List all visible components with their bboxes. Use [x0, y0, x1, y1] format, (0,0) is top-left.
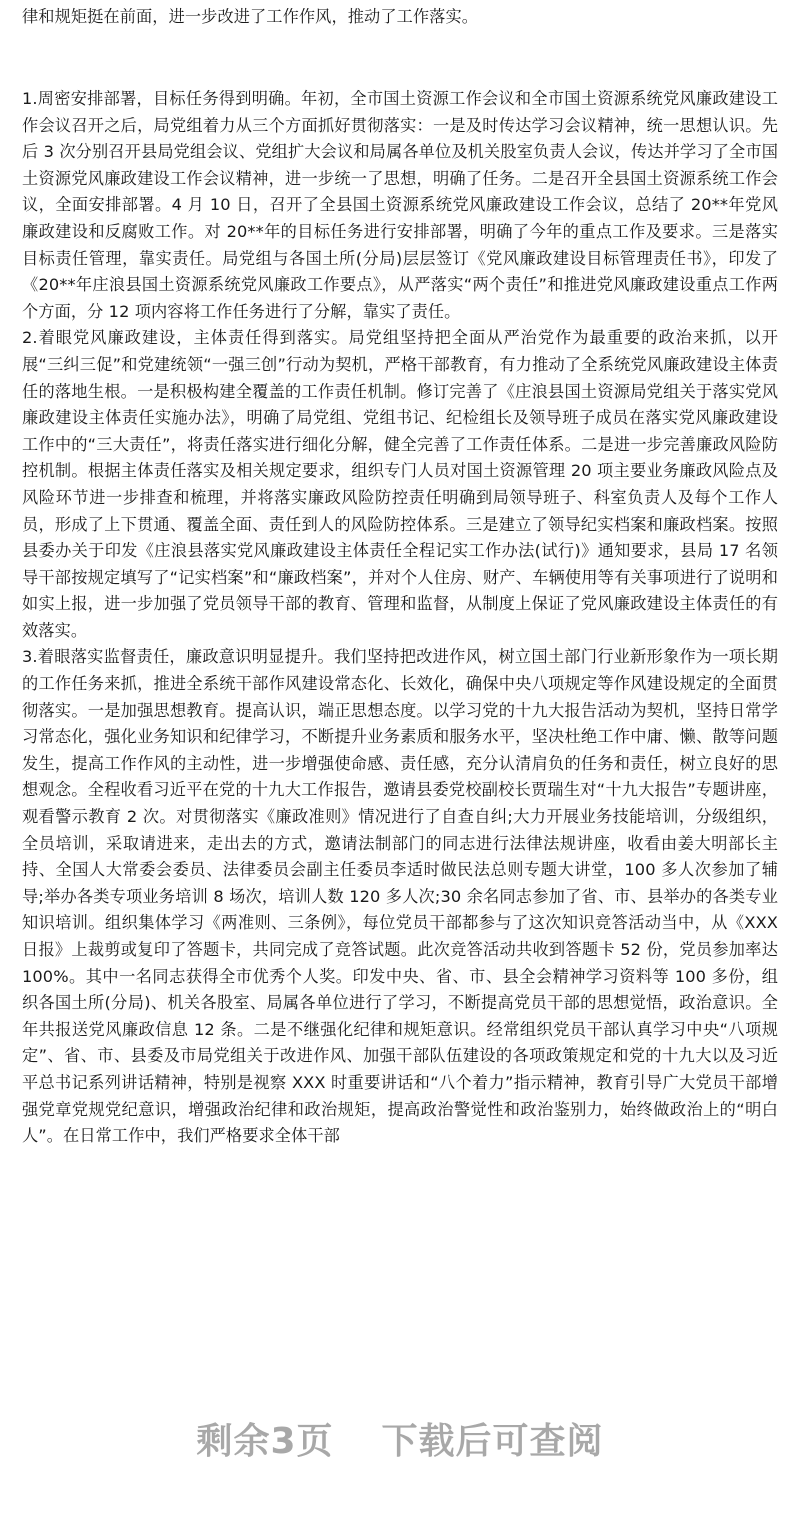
section-3-paragraph: 3.着眼落实监督责任，廉政意识明显提升。我们坚持把改进作风，树立国土部门行业新形象作为一项长期的工作任务来抓，推进全系统干部作风建设常态化、长效化，确保中央八项规定等作风建设规定的全面贯彻落实。一是加强思想教育。提高认识，端正思想态度。以学习党的十九大报告活动为契机，坚持日常学习常态化，强化业务知识和纪律学习，不断提升业务素质和服务水平，坚决杜绝工作中庸、懒、散等问题发生，提高工作作风的主动性，进一步增强使命感、责任感，充分认清肩负的任务和责任，树立良好的思想观念。全程收看习近平在党的十九大工作报告，邀请县委党校副校长贾瑞生对“十九大报告”专题讲座，观看警示教育 2 次。对贯彻落实《廉政准则》情况进行了自查自纠;大力开展业务技能培训，分级组织，全员培训，采取请进来，走出去的方式，邀请法制部门的同志进行法律法规讲座，收看由姜大明部长主持、全国人大常委会委员、法律委员会副主任委员李适时做民法总则专题大讲堂，100 多人次参加了辅导;举办各类专项业务培训 8 场次，培训人数 120 多人次;30 余名同志参加了省、市、县举办的各类专业知识培训。组织集体学习《两准则、三条例》，每位党员干部都参与了这次知识竞答活动当中，从《XXX 日报》上裁剪或复印了答题卡，共同完成了竞答试题。此次竞答活动共收到答题卡 52 份，党员参加率达 100%。其中一名同志获得全市优秀个人奖。印发中央、省、市、县全会精神学习资料等 100 多份，组织各国土所(分局)、机关各股室、局属各单位进行了学习，不断提高党员干部的思想觉悟，政治意识。全年共报送党风廉政信息 12 条。二是不继强化纪律和规矩意识。经常组织党员干部认真学习中央“八项规定”、省、市、县委及市局党组关于改进作风、加强干部队伍建设的各项政策规定和党的十九大以及习近平总书记系列讲话精神，特别是视察 XXX 时重要讲话和“八个着力”指示精神，教育引导广大党员干部增强党章党规党纪意识，增强政治纪律和政治规矩，提高政治警觉性和政治鉴别力，始终做政治上的“明白人”。在日常工作中，我们严格要求全体干部	[22, 647, 778, 1146]
intro-line: 律和规矩挺在前面，进一步改进了工作作风，推动了工作落实。	[22, 7, 479, 26]
document-body	[22, 0, 778, 1150]
download-prompt-label[interactable]: 下载后可查阅	[381, 1421, 604, 1462]
section-1-paragraph: 1.周密安排部署，目标任务得到明确。年初，全市国土资源工作会议和全市国土资源系统党风廉政建设工作会议召开之后，局党组着力从三个方面抓好贯彻落实：一是及时传达学习会议精神，统一思想认识。先后 3 次分别召开县局党组会议、党组扩大会议和局属各单位及机关股室负责人会议，传达并学习了全市国土资源党风廉政建设工作会议精神，进一步统一了思想，明确了任务。二是召开全县国土资源系统工作会议，全面安排部署。4 月 10 日，召开了全县国土资源系统党风廉政建设工作会议，总结了 20**年党风廉政建设和反腐败工作。对 20**年的目标任务进行安排部署，明确了今年的重点工作及要求。三是落实目标责任管理，靠实责任。局党组与各国土所(分局)层层签订《党风廉政建设目标管理责任书》，印发了《20**年庄浪县国土资源系统党风廉政工作要点》，从严落实“两个责任”和推进党风廉政建设重点工作两个方面，分 12 项内容将工作任务进行了分解，靠实了责任。	[22, 89, 778, 321]
section-2-paragraph: 2.着眼党风廉政建设，主体责任得到落实。局党组坚持把全面从严治党作为最重要的政治来抓，以开展“三纠三促”和党建统领“一强三创”行动为契机，严格干部教育，有力推动了全系统党风廉政建设主体责任的落地生根。一是积极构建全覆盖的工作责任机制。修订完善了《庄浪县国土资源局党组关于落实党风廉政建设主体责任实施办法》，明确了局党组、党组书记、纪检组长及领导班子成员在落实党风廉政建设工作中的“三大责任”，将责任落实进行细化分解，健全完善了工作责任体系。二是进一步完善廉政风险防控机制。根据主体责任落实及相关规定要求，组织专门人员对国土资源管理 20 项主要业务廉政风险点及风险环节进一步排查和梳理，并将落实廉政风险防控责任明确到局领导班子、科室负责人及每个工作人员，形成了上下贯通、覆盖全面、责任到人的风险防控体系。三是建立了领导纪实档案和廉政档案。按照县委办关于印发《庄浪县落实党风廉政建设主体责任全程记实工作办法(试行)》通知要求，县局 17 名领导干部按规定填写了“记实档案”和“廉政档案”，并对个人住房、财产、车辆使用等有关事项进行了说明和如实上报，进一步加强了党员领导干部的教育、管理和监督，从制度上保证了党风廉政建设主体责任的有效落实。	[22, 328, 778, 640]
download-banner[interactable]	[0, 1412, 800, 1472]
remaining-pages-label: 剩余3页	[196, 1421, 334, 1462]
